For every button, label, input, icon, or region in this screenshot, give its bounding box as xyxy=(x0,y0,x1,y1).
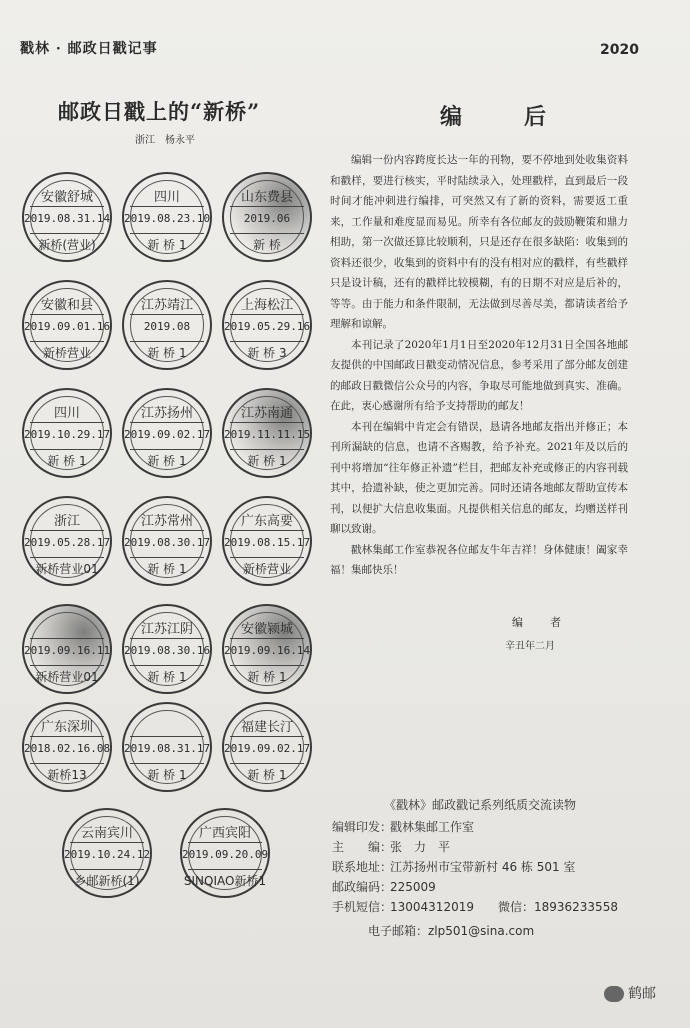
stamp-office: 新 桥 1 xyxy=(47,454,87,468)
stamp-office: 新 桥 1 xyxy=(247,670,287,684)
afterword-paragraph: 本刊在编辑中肯定会有错误，恳请各地邮友指出并修正；本刊所漏缺的信息，也请不吝赐教，给予补充。2021年及以后的刊中将增加“往年修正补遗”栏目，把邮友补充或修正的内容刊载其中，拾遗补缺，使之更加完善。同时还请各地邮友帮助宣传本刊，以便扩大信息收集面。凡提供相关信息的邮友，均赠送样刊聊以致谢。 xyxy=(330,420,628,535)
stamp-place: 浙江 xyxy=(53,514,80,529)
stamp-office: SINQIAO新桥1 xyxy=(183,874,267,888)
postmark-stamp xyxy=(122,280,212,370)
article-author: 浙江 杨永平 xyxy=(135,135,195,146)
stamp-office: 新桥营业 xyxy=(242,562,291,576)
stamp-date: 2019.08.15.17 xyxy=(224,536,311,549)
postmark-stamp xyxy=(22,702,112,792)
stamp-place: 江苏江阴 xyxy=(140,622,193,637)
editor-signature: 编 者 xyxy=(512,616,569,629)
stamp-date: 2019.08.30.16 xyxy=(124,644,211,657)
signature-date: 辛丑年二月 xyxy=(505,641,555,652)
stamp-office: 新 桥 3 xyxy=(247,346,287,360)
colophon-row: 邮政编码：225009 xyxy=(332,880,436,894)
stamp-date: 2019.08 xyxy=(143,320,191,333)
stamp-office: 新 桥 xyxy=(253,238,281,252)
colophon-title: 《戳林》邮政戳记系列纸质交流读物 xyxy=(384,798,577,812)
stamp-place: 江苏靖江 xyxy=(140,298,193,313)
stamp-office: 新桥营业 xyxy=(42,346,91,360)
postmark-stamp xyxy=(222,702,312,792)
stamp-place: 云南宾川 xyxy=(80,826,133,841)
afterword-title: 编 后 xyxy=(440,104,567,130)
running-header: 戳林 · 邮政日戳记事 xyxy=(20,41,158,57)
postmark-stamp xyxy=(122,172,212,262)
stamp-date: 2019.06 xyxy=(243,212,291,225)
postmark-stamp xyxy=(122,496,212,586)
stamp-office: 新桥(营业) xyxy=(38,238,96,252)
afterword-paragraph: 本刊记录了2020年1月1日至2020年12月31日全国各地邮友提供的中国邮政日戳变动情况信息，参考采用了部分邮友创建的邮政日戳微信公众号的内容，争取尽可能地做到真实、准确。在此，衷心感谢所有给予支持帮助的邮友！ xyxy=(330,338,628,412)
stamp-date: 2018.02.16.08 xyxy=(24,742,111,755)
stamp-date: 2019.08.31.14 xyxy=(24,212,111,225)
stamp-date: 2019.10.29.17 xyxy=(24,428,111,441)
stamp-date: 2019.11.11.15 xyxy=(224,428,311,441)
afterword-paragraph: 戳林集邮工作室恭祝各位邮友牛年吉祥！身体健康！阖家幸福！集邮快乐！ xyxy=(330,543,628,576)
stamp-place: 四川 xyxy=(153,190,180,205)
postmark-stamp xyxy=(122,702,212,792)
stamp-place: 江苏南通 xyxy=(240,406,293,421)
stamp-date: 2019.05.28.17 xyxy=(24,536,111,549)
stamp-place: 上海松江 xyxy=(240,298,293,313)
postmark-stamp xyxy=(222,604,312,694)
postmark-stamp xyxy=(122,604,212,694)
stamp-date: 2019.08.31.17 xyxy=(124,742,211,755)
colophon-row: 主 编：张 力 平 xyxy=(332,840,451,854)
postmark-stamp xyxy=(22,172,112,262)
postmark-stamp xyxy=(22,604,112,694)
stamp-office: 新 桥 1 xyxy=(147,454,187,468)
postmark-stamp xyxy=(222,280,312,370)
stamp-date: 2019.09.16.14 xyxy=(224,644,311,657)
stamp-place: 广西宾阳 xyxy=(198,826,251,841)
stamp-office: 新 桥 1 xyxy=(147,238,187,252)
stamp-office: 新桥13 xyxy=(47,768,87,782)
stamp-office: 新 桥 1 xyxy=(247,768,287,782)
stamp-date: 2019.09.01.16 xyxy=(24,320,111,333)
postmark-stamp xyxy=(22,280,112,370)
stamp-place: 江苏扬州 xyxy=(140,406,193,421)
stamp-place: 四川 xyxy=(53,406,80,421)
stamp-place: 安徽颍城 xyxy=(240,622,293,637)
postmark-stamp xyxy=(180,808,270,898)
colophon-row: 手机短信：13004312019 微信：18936233558 xyxy=(332,900,618,914)
stamp-office: 新 桥 1 xyxy=(247,454,287,468)
wechat-watermark: 鹤邮 xyxy=(604,983,656,1003)
wechat-icon xyxy=(604,986,624,1002)
stamp-date: 2019.08.30.17 xyxy=(124,536,211,549)
afterword-body xyxy=(330,150,628,581)
stamp-office: 新 桥 1 xyxy=(147,346,187,360)
stamp-date: 2019.09.16.11 xyxy=(24,644,111,657)
stamp-place: 广东深圳 xyxy=(40,720,93,735)
stamp-date: 2019.09.02.17 xyxy=(224,742,311,755)
stamp-office: 新 桥 1 xyxy=(147,562,187,576)
stamp-date: 2019.09.02.17 xyxy=(124,428,211,441)
stamp-office: 新 桥 1 xyxy=(147,670,187,684)
afterword-paragraph: 编辑一份内容跨度长达一年的刊物，要不停地到处收集资料和戳样，要进行核实，平时陆续录入，处理戳样，直到最后一段时间才能冲刺进行编排，可突然又有了新的资料，需要返工重来，工作量和难度显而易见。所幸有各位邮友的鼓励鞭策和鼎力相助，第一次做还算比较顺利，只是还存在很多缺陷：收集到的资料还很少，收集到的资料中有的没有相对应的戳样，有些戳样只是设计稿，还有的戳样比较模糊，有的日期不对应是后补的，等等。由于能力和条件限制，无法做到尽善尽美，都请读者给予理解和谅解。 xyxy=(330,154,628,330)
postmark-stamp xyxy=(122,388,212,478)
stamp-office: 新 桥 1 xyxy=(147,768,187,782)
colophon-row: 联系地址：江苏扬州市宝带新村 46 栋 501 室 xyxy=(332,860,576,874)
stamp-place: 江苏常州 xyxy=(140,514,193,529)
stamp-date: 2019.05.29.16 xyxy=(224,320,311,333)
postmark-stamp xyxy=(22,496,112,586)
postmark-stamp xyxy=(222,388,312,478)
stamp-office: 新桥营业01 xyxy=(35,562,99,576)
year-label: 2020 xyxy=(600,42,639,58)
stamp-date: 2019.09.20.09 xyxy=(182,848,269,861)
postmark-stamp xyxy=(62,808,152,898)
stamp-office: 乡邮新桥(1) xyxy=(74,874,140,888)
stamp-place: 安徽和县 xyxy=(40,298,93,313)
colophon-row: 编辑印发：戳林集邮工作室 xyxy=(332,820,475,834)
stamp-office: 新桥营业01 xyxy=(35,670,99,684)
stamp-place: 福建长汀 xyxy=(240,720,293,735)
article-title: 邮政日戳上的“新桥” xyxy=(58,99,261,124)
stamp-date: 2019.08.23.10 xyxy=(124,212,211,225)
postmark-stamp xyxy=(222,172,312,262)
colophon-email: 电子邮箱：zlp501@sina.com xyxy=(368,924,535,938)
stamp-place: 广东高要 xyxy=(240,514,293,529)
postmark-stamp xyxy=(222,496,312,586)
stamp-place: 山东费县 xyxy=(240,190,293,205)
stamp-place: 安徽舒城 xyxy=(40,190,93,205)
stamp-date: 2019.10.24.12 xyxy=(64,848,151,861)
postmark-stamp xyxy=(22,388,112,478)
